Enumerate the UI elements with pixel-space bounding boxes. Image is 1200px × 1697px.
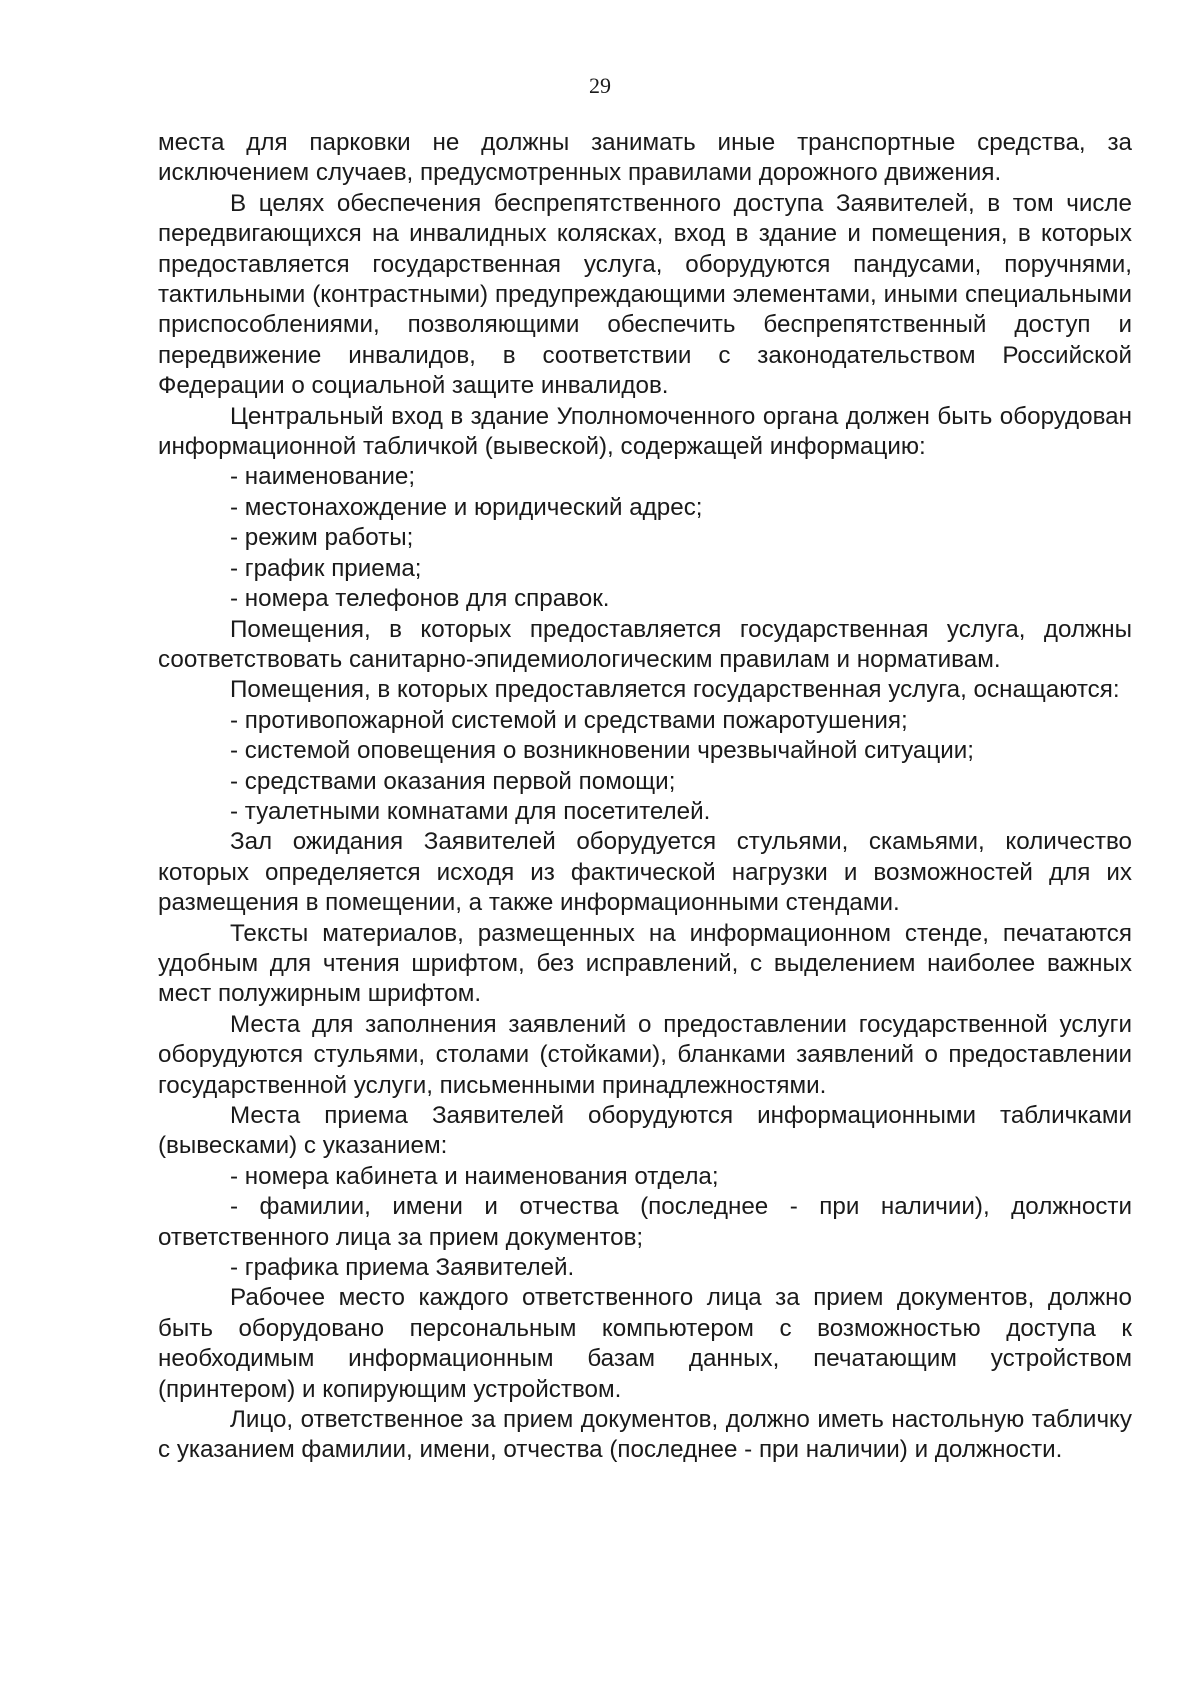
list-item: - системой оповещения о возникновении чрезвычайной ситуации; [230,737,974,765]
list-item: - фамилии, имени и отчества (последнее - при наличии), должности ответственного лица за прием документов; [158,1193,1132,1251]
paragraph-parking: места для парковки не должны занимать иные транспортные средства, за исключением случаев, предусмотренных правилами дорожного движения. [158,129,1132,187]
document-body [158,128,1132,1466]
paragraph-desk-sign: Лицо, ответственное за прием документов, должно иметь настольную табличку с указанием фамилии, имени, отчества (последнее - при наличии) и должности. [158,1406,1132,1464]
paragraph-stand-texts: Тексты материалов, размещенных на информационном стенде, печатаются удобным для чтения шрифтом, без исправлений, с выделением наиболее важных мест полужирным шрифтом. [158,919,1132,1008]
list-item: - режим работы; [230,524,414,552]
list-item: - средствами оказания первой помощи; [230,767,676,795]
list-item: - туалетными комнатами для посетителей. [230,797,711,825]
paragraph-sanitary: Помещения, в которых предоставляется государственная услуга, должны соответствовать санитарно-эпидемиологическим правилам и нормативам. [158,615,1132,673]
list-item: - наименование; [230,463,416,491]
paragraph-waiting-hall: Зал ожидания Заявителей оборудуется стульями, скамьями, количество которых определяется исходя из фактической нагрузки и возможностей для их размещения в помещении, а также информационными стендами. [158,828,1132,917]
list-item: - номера кабинета и наименования отдела; [230,1162,719,1190]
list-item: - график приема; [230,554,422,582]
list-item: - местонахождение и юридический адрес; [230,493,703,521]
list-item: - противопожарной системой и средствами пожаротушения; [230,706,908,734]
page-number: 29 [589,73,611,98]
paragraph-accessibility: В целях обеспечения беспрепятственного доступа Заявителей, в том числе передвигающихся на инвалидных колясках, вход в здание и помещения, в которых предоставляется государственная услуга, оборудуются пандусами, поручнями, тактильными (контрастными) предупреждающими элементами, иными специальными приспособлениями, позволяющими обеспечить беспрепятственный доступ и передвижение инвалидов, в соответствии с законодательством Российской Федерации о социальной защите инвалидов. [158,189,1132,400]
list-item: - номера телефонов для справок. [230,585,610,613]
paragraph-application-places: Места для заполнения заявлений о предоставлении государственной услуги оборудуются стульями, столами (стойками), бланками заявлений о предоставлении государственной услуги, письменными принадлежностями. [158,1010,1132,1099]
paragraph-reception-signs: Места приема Заявителей оборудуются информационными табличками (вывесками) с указанием: [158,1102,1132,1160]
paragraph-equipment: Помещения, в которых предоставляется государственная услуга, оснащаются: [230,676,1120,704]
paragraph-entrance-sign: Центральный вход в здание Уполномоченного органа должен быть оборудован информационной табличкой (вывеской), содержащей информацию: [158,402,1132,461]
paragraph-workplace: Рабочее место каждого ответственного лица за прием документов, должно быть оборудовано персональным компьютером с возможностью доступа к необходимым информационным базам данных, печатающим устройством (принтером) и копирующим устройством. [158,1284,1132,1403]
list-item: - графика приема Заявителей. [230,1254,575,1282]
